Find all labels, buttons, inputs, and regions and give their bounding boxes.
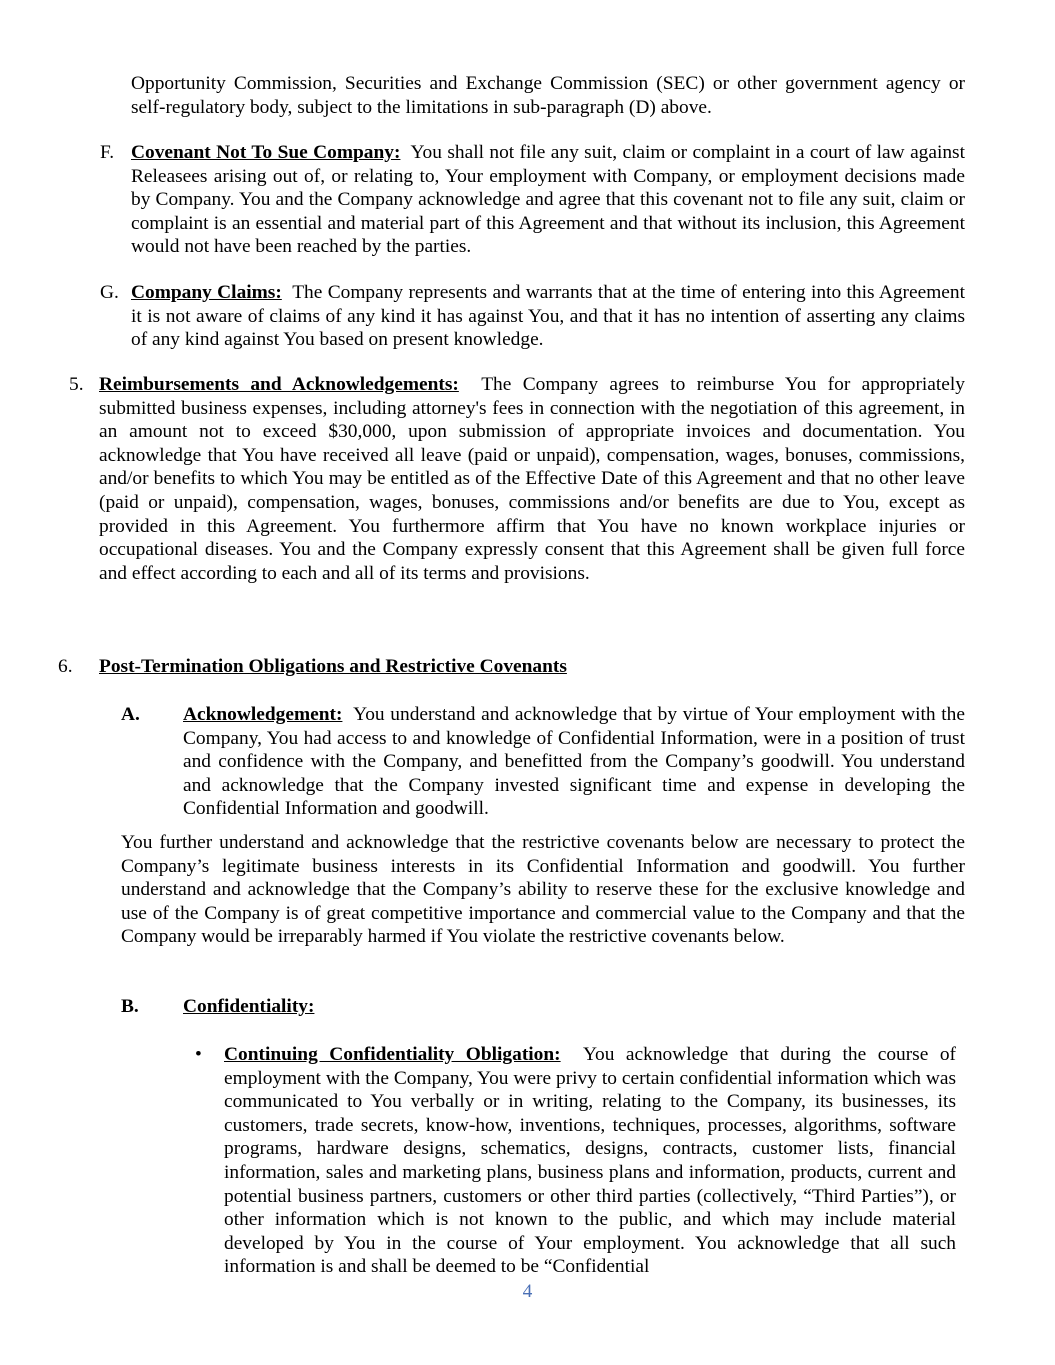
- paragraph-text: You acknowledge that during the course of employment with the Company, You were privy to certain confidential information which was communicated to You verbally or in writing, relating to the Company, its businesses, its customers, trade secrets, know-how, inventions, techniques, processes, algorithms, software programs, hardware designs, schematics, designs, contracts, customer lists, financial information, sales and marketing plans, business plans and information, products, current and potential business partners, customers or other third parties (collectively, “Third Parties”), or other information which is not known to the public, and which may include material developed by You in the course of Your employment. You acknowledge that all such information is and shall be deemed to be “Confidential: [224, 1044, 957, 1278]
- paragraph-text: The Company agrees to reimburse You for appropriately submitted business expenses, including attorney's fees in connection with the negotiation of this agreement, in an amount not to exceed $30,000, upon submission of appropriate invoices and documentation. You acknowledge that You have received all leave (paid or unpaid), compensation, wages, bonuses, commissions, and/or benefits to which You may be entitled as of the Effective Date of this Agreement and that no other leave (paid or unpaid), compensation, wages, bonuses, commissions and/or benefits are due to You, except as provided in this Agreement. You furthermore affirm that You have no known workplace injuries or occupational diseases. You and the Company expressly consent that this Agreement shall be given full force and effect according to each and all of its terms and provisions.: [99, 374, 965, 584]
- paragraph-5: [99, 373, 965, 585]
- heading-reimbursements: Reimbursements and Acknowledgements:: [99, 374, 459, 395]
- paragraph-bullet-confidentiality: [224, 1043, 956, 1279]
- item-marker: B.: [121, 996, 139, 1017]
- heading-post-termination: Post-Termination Obligations and Restrictive Covenants: [99, 656, 567, 677]
- paragraph-text: The Company represents and warrants that at the time of entering into this Agreement it is not aware of claims of any kind it has against You, and that it has no intention of asserting any claims of any kind against You based on present knowledge.: [131, 282, 965, 351]
- paragraph-text: You further understand and acknowledge that the restrictive covenants below are necessary to protect the Company’s legitimate business interests in its Confidential Information and goodwill. You further understand and acknowledge that the Company’s ability to reserve these for the exclusive knowledge and use of the Company is of great competitive importance and commercial value to the Company and that the Company would be irreparably harmed if You violate the restrictive covenants below.: [121, 832, 965, 948]
- heading-6b: [183, 995, 965, 1019]
- heading-confidentiality: Confidentiality:: [183, 996, 315, 1017]
- item-marker: F.: [100, 142, 115, 163]
- heading-covenant-not-to-sue: Covenant Not To Sue Company:: [131, 142, 401, 163]
- page-number: 4: [522, 1281, 533, 1302]
- heading-continuing-confidentiality: Continuing Confidentiality Obligation:: [224, 1044, 561, 1065]
- heading-section-6: [99, 655, 965, 679]
- paragraph-6a: [183, 703, 965, 821]
- paragraph-6a-further: [121, 831, 965, 949]
- item-marker: G.: [100, 282, 119, 303]
- heading-acknowledgement: Acknowledgement:: [183, 704, 343, 725]
- section-number: 5.: [69, 374, 84, 395]
- section-number: 6.: [58, 656, 73, 677]
- paragraph-g: [131, 281, 965, 352]
- paragraph-f: [131, 141, 965, 259]
- bullet-icon: •: [195, 1044, 202, 1065]
- heading-company-claims: Company Claims:: [131, 282, 282, 303]
- paragraph-text: You understand and acknowledge that by virtue of Your employment with the Company, You had access to and knowledge of Confidential Information, were in a position of trust and confidence with the Company, and benefitted from the Company’s goodwill. You understand and acknowledge that the Company invested significant time and expense in developing the Confidential Information and goodwill.: [183, 704, 965, 820]
- paragraph-text: You shall not file any suit, claim or complaint in a court of law against Releasees arising out of, or relating to, Your employment with Company, or employment decisions made by Company. You and the Company acknowledge and agree that this covenant not to file any suit, claim or complaint is an essential and material part of this Agreement and that without its inclusion, this Agreement would not have been reached by the parties.: [131, 142, 965, 258]
- paragraph-text: Opportunity Commission, Securities and Exchange Commission (SEC) or other government agency or self-regulatory body, subject to the limitations in sub-paragraph (D) above.: [131, 73, 965, 118]
- paragraph-e-continuation: [131, 72, 965, 119]
- item-marker: A.: [121, 704, 140, 725]
